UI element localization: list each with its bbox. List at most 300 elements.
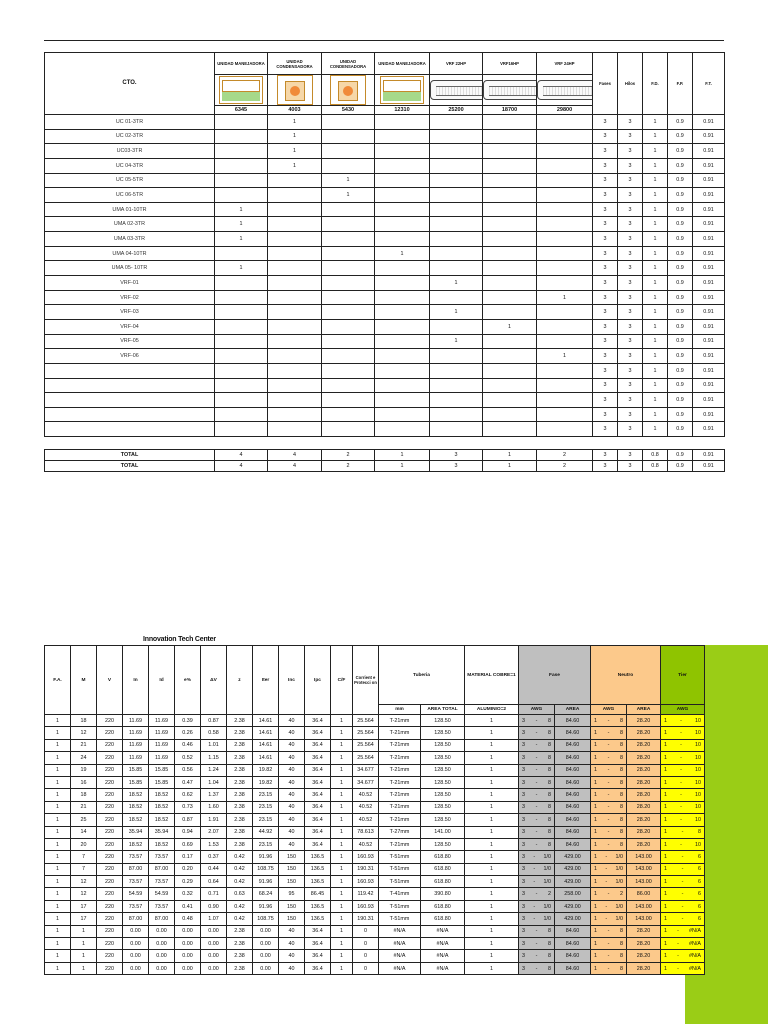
area-total-value: 128.50: [421, 727, 465, 739]
ft-value: 0.91: [693, 378, 725, 393]
ft-value: 0.91: [693, 407, 725, 422]
tier-awg: [661, 727, 705, 739]
fase-area: 84.60: [555, 727, 591, 739]
tier-awg-awg: 6: [697, 915, 701, 922]
protection-current-value: 40.52: [353, 814, 379, 826]
fase-awg-awg: 8: [547, 804, 551, 811]
epct-value: 0.17: [175, 851, 201, 863]
circuit-rows: [45, 115, 725, 437]
id-value: 11.69: [149, 715, 175, 727]
ipc-value: 136.5: [305, 900, 331, 912]
tuberia-mm-value: T-21mm: [379, 814, 421, 826]
dash-separator: -: [535, 891, 538, 898]
unit-count: [268, 290, 322, 305]
neutro-awg-awg: 1/0: [615, 903, 623, 910]
inc-value: 40: [279, 950, 305, 962]
dash-separator: -: [607, 829, 610, 836]
fase-awg-qty: 3: [522, 829, 525, 836]
circuit-row: [45, 202, 725, 217]
header-row: [45, 646, 705, 705]
material-value: 1: [465, 900, 519, 912]
fase-awg-qty: 3: [522, 779, 525, 786]
neutro-awg: [591, 715, 627, 727]
tier-awg: [661, 838, 705, 850]
circuit-row: [45, 129, 725, 144]
tier-awg: [661, 739, 705, 751]
z-value: 2.38: [227, 950, 253, 962]
unit-count: [375, 276, 430, 291]
z-value: 0.42: [227, 876, 253, 888]
fase-area: 429.00: [555, 900, 591, 912]
tier-awg-qty: 1: [664, 940, 667, 947]
dash-separator: -: [607, 841, 610, 848]
unit-count: [537, 334, 593, 349]
unit-count: [268, 422, 322, 437]
fase-awg-awg: 8: [547, 767, 551, 774]
z-header: z: [227, 646, 253, 715]
area-total-value: 128.50: [421, 776, 465, 788]
in-value: 11.69: [123, 727, 149, 739]
circuit-row: [45, 188, 725, 203]
dash-separator: -: [681, 891, 684, 898]
inc-value: 95: [279, 888, 305, 900]
fd-value: 1: [643, 422, 668, 437]
fp-value: 0.9: [668, 188, 693, 203]
area-total-value: 141.00: [421, 826, 465, 838]
unit-count: [537, 232, 593, 247]
dash-separator: -: [605, 866, 608, 873]
unit-count: 1: [430, 276, 483, 291]
dv-value: 0.58: [201, 727, 227, 739]
circuit-name: UMA 04-10TR: [45, 246, 215, 261]
tier-awg-awg: 10: [694, 792, 701, 799]
unit-count: [215, 290, 268, 305]
unit-count: [268, 246, 322, 261]
hilos-header: Hilos: [618, 53, 643, 115]
fd-value: 1: [643, 217, 668, 232]
dv-value: 0.90: [201, 900, 227, 912]
ipc-value: 136.5: [305, 913, 331, 925]
unit-count: [215, 319, 268, 334]
iter-value: 19.82: [253, 776, 279, 788]
z-value: 0.63: [227, 888, 253, 900]
fd-value: 1: [643, 261, 668, 276]
in-value: 73.57: [123, 876, 149, 888]
tier-awg-qty: 1: [664, 878, 667, 885]
v-value: 220: [97, 715, 123, 727]
dash-separator: -: [533, 853, 536, 860]
fp-value: 0.9: [668, 158, 693, 173]
ipc-value: 36.4: [305, 727, 331, 739]
unit-count: [430, 349, 483, 364]
protection-current-header: Corrient e Protecci on: [353, 646, 379, 715]
neutro-awg-awg: 1/0: [615, 866, 623, 873]
unit-count: [375, 363, 430, 378]
neutro-area: 143.00: [627, 913, 661, 925]
dash-separator: -: [607, 953, 610, 960]
circuit-name: VRF-03: [45, 305, 215, 320]
fase-awg-awg: 1/0: [543, 866, 551, 873]
material-value: 1: [465, 789, 519, 801]
tuberia-mm-value: #N/A: [379, 950, 421, 962]
neutro-awg: [591, 950, 627, 962]
unit-count: [268, 349, 322, 364]
dash-separator: -: [680, 730, 682, 737]
fp-value: 0.9: [668, 393, 693, 408]
protection-current-value: 40.52: [353, 801, 379, 813]
neutro-awg-awg: 8: [619, 829, 623, 836]
fase-awg: [519, 938, 555, 950]
neutro-awg-qty: 1: [594, 829, 597, 836]
neutro-awg: [591, 876, 627, 888]
hilos-value: 3: [618, 378, 643, 393]
neutro-area: 28.20: [627, 925, 661, 937]
dash-separator: -: [533, 915, 536, 922]
unit-count: [322, 407, 375, 422]
unit-count: [430, 173, 483, 188]
fase-awg: [519, 801, 555, 813]
total-label: TOTAL: [45, 461, 215, 472]
ipc-value: 36.4: [305, 826, 331, 838]
inc-value: 150: [279, 913, 305, 925]
fa-value: 1: [45, 739, 71, 751]
dash-separator: -: [533, 903, 536, 910]
cf-value: 1: [331, 801, 353, 813]
tier-awg-qty: 1: [664, 866, 667, 873]
tier-awg: [661, 962, 705, 974]
unit-count: 1: [375, 246, 430, 261]
tier-awg-qty: 1: [664, 928, 667, 935]
neutro-area: 28.20: [627, 950, 661, 962]
material-value: 1: [465, 727, 519, 739]
fase-awg-awg: 8: [547, 792, 551, 799]
area-total-value: 128.50: [421, 764, 465, 776]
sizing-row: [45, 876, 705, 888]
circuit-name: VRF-04: [45, 319, 215, 334]
neutro-awg-qty: 1: [594, 730, 597, 737]
fases-value: 3: [593, 217, 618, 232]
circuit-row: [45, 407, 725, 422]
in-value: 11.69: [123, 739, 149, 751]
ipc-value: 36.4: [305, 764, 331, 776]
fd-value: 1: [643, 334, 668, 349]
v-value: 220: [97, 938, 123, 950]
protection-current-value: 40.52: [353, 789, 379, 801]
unit-count: [215, 246, 268, 261]
material-header: MATERIAL COBRE=1: [465, 646, 519, 705]
fase-awg-awg: 8: [547, 829, 551, 836]
fase-awg-header: AWG: [519, 705, 555, 715]
area-total-value: 128.50: [421, 801, 465, 813]
neutro-awg: [591, 776, 627, 788]
unit-count: 1: [215, 232, 268, 247]
fd-value: 0.8: [643, 461, 668, 472]
unit-count: [483, 276, 537, 291]
fp-value: 0.9: [668, 246, 693, 261]
unit-count: [375, 378, 430, 393]
unit-count: [268, 202, 322, 217]
tuberia-mm-value: T-21mm: [379, 789, 421, 801]
inc-value: 40: [279, 715, 305, 727]
dv-value: 1.07: [201, 913, 227, 925]
dash-separator: -: [680, 816, 682, 823]
unit-count: [322, 363, 375, 378]
protection-current-value: 34.677: [353, 764, 379, 776]
v-value: 220: [97, 776, 123, 788]
unit-header: UNIDAD MANEJADORA: [375, 53, 430, 75]
unit-count: 1: [215, 217, 268, 232]
m-value: 19: [71, 764, 97, 776]
tier-awg: [661, 776, 705, 788]
fases-value: 3: [593, 422, 618, 437]
fp-value: 0.9: [668, 319, 693, 334]
fase-awg-qty: 3: [522, 965, 525, 972]
dash-separator: -: [681, 915, 684, 922]
unit-count: [375, 188, 430, 203]
protection-current-value: 40.52: [353, 838, 379, 850]
in-value: 18.52: [123, 789, 149, 801]
dash-separator: -: [680, 754, 682, 761]
unit-count: [322, 246, 375, 261]
unit-count: [483, 261, 537, 276]
unit-count: [430, 422, 483, 437]
unit-count: [322, 319, 375, 334]
neutro-awg-qty: 1: [594, 903, 597, 910]
unit-count: [322, 144, 375, 159]
unit-total: 3: [430, 450, 483, 461]
tuberia-mm-value: T-21mm: [379, 776, 421, 788]
total-label: TOTAL: [45, 450, 215, 461]
tier-awg-awg: 10: [694, 779, 701, 786]
tier-awg-qty: 1: [664, 816, 667, 823]
sizing-row: [45, 789, 705, 801]
neutro-awg-awg: 1/0: [615, 853, 623, 860]
material-value: 1: [465, 925, 519, 937]
fase-awg-qty: 3: [522, 915, 525, 922]
z-value: 2.38: [227, 715, 253, 727]
fase-awg: [519, 876, 555, 888]
protection-current-value: 0: [353, 938, 379, 950]
in-value: 87.00: [123, 913, 149, 925]
iter-value: 14.61: [253, 752, 279, 764]
unit-count: [322, 129, 375, 144]
dash-separator: -: [607, 792, 610, 799]
tuberia-mm-value: T-21mm: [379, 838, 421, 850]
m-value: 7: [71, 851, 97, 863]
circuit-name: VRF-01: [45, 276, 215, 291]
m-value: 1: [71, 962, 97, 974]
iter-value: 23.15: [253, 789, 279, 801]
inc-value: 150: [279, 851, 305, 863]
fase-area: 84.60: [555, 938, 591, 950]
dv-value: 1.01: [201, 739, 227, 751]
iter-value: 0.00: [253, 962, 279, 974]
dv-value: 0.64: [201, 876, 227, 888]
iter-value: 0.00: [253, 950, 279, 962]
iter-value: 108.75: [253, 913, 279, 925]
neutro-awg-qty: 1: [594, 853, 597, 860]
unit-count: [430, 378, 483, 393]
fp-value: 0.9: [668, 407, 693, 422]
unit-header: VRF16HP: [483, 53, 537, 75]
fase-awg: [519, 764, 555, 776]
tier-awg-awg: 10: [694, 717, 701, 724]
hilos-value: 3: [618, 261, 643, 276]
project-title: Innovation Tech Center: [143, 636, 216, 643]
inc-value: 40: [279, 739, 305, 751]
sizing-rows: [45, 715, 705, 975]
fase-awg-awg: 8: [547, 841, 551, 848]
fa-value: 1: [45, 789, 71, 801]
material-value: 1: [465, 913, 519, 925]
fp-value: 0.9: [668, 290, 693, 305]
tier-awg: [661, 801, 705, 813]
in-value: 18.52: [123, 801, 149, 813]
z-value: 2.38: [227, 814, 253, 826]
neutro-awg-awg: 8: [619, 792, 623, 799]
neutro-awg: [591, 838, 627, 850]
unit-count: [215, 129, 268, 144]
m-value: 12: [71, 888, 97, 900]
m-value: 25: [71, 814, 97, 826]
ft-value: 0.91: [693, 422, 725, 437]
fases-value: 3: [593, 188, 618, 203]
dash-separator: -: [533, 866, 536, 873]
unit-header: UNIDAD CONDENSADORA: [268, 53, 322, 75]
unit-count: [483, 129, 537, 144]
sizing-row: [45, 938, 705, 950]
unit-count: [322, 232, 375, 247]
v-value: 220: [97, 888, 123, 900]
fases-value: 3: [593, 276, 618, 291]
unit-count: [215, 334, 268, 349]
fase-awg: [519, 950, 555, 962]
epct-value: 0.48: [175, 913, 201, 925]
hilos-value: 3: [618, 246, 643, 261]
id-value: 0.00: [149, 938, 175, 950]
circuit-row: [45, 363, 725, 378]
neutro-awg-qty: 1: [594, 891, 597, 898]
circuit-name: UC 02-3TR: [45, 129, 215, 144]
unit-count: [322, 334, 375, 349]
v-value: 220: [97, 739, 123, 751]
ipc-value: 36.4: [305, 715, 331, 727]
iter-value: 14.61: [253, 727, 279, 739]
fase-area: 84.60: [555, 962, 591, 974]
circuit-name: [45, 393, 215, 408]
unit-count: [483, 144, 537, 159]
ipc-value: 36.4: [305, 962, 331, 974]
hilos-value: 3: [618, 115, 643, 130]
tier-awg: [661, 913, 705, 925]
unit-count: [375, 305, 430, 320]
fase-awg-qty: 3: [522, 767, 525, 774]
inc-value: 150: [279, 863, 305, 875]
neutro-awg-awg: 8: [619, 841, 623, 848]
sizing-row: [45, 950, 705, 962]
tuberia-mm-value: T-21mm: [379, 764, 421, 776]
fase-awg: [519, 913, 555, 925]
circuit-row: [45, 422, 725, 437]
fase-area: 84.60: [555, 950, 591, 962]
unit-count: [322, 261, 375, 276]
dash-separator: -: [681, 903, 684, 910]
unit-count: [322, 290, 375, 305]
unit-count: [430, 246, 483, 261]
fp-value: 0.9: [668, 217, 693, 232]
unit-count: [322, 349, 375, 364]
v-value: 220: [97, 789, 123, 801]
tuberia-mm-value: #N/A: [379, 962, 421, 974]
unit-total: 1: [483, 450, 537, 461]
unit-count: [375, 261, 430, 276]
hilos-value: 3: [618, 276, 643, 291]
fase-area: 429.00: [555, 913, 591, 925]
iter-value: 91.96: [253, 876, 279, 888]
tier-awg-awg: #N/A: [689, 928, 701, 935]
m-value: 16: [71, 776, 97, 788]
tier-awg-awg: 10: [694, 742, 701, 749]
circuit-row: [45, 144, 725, 159]
fase-awg: [519, 739, 555, 751]
v-value: 220: [97, 900, 123, 912]
unit-count: [430, 129, 483, 144]
epct-value: 0.69: [175, 838, 201, 850]
dash-separator: -: [607, 767, 610, 774]
dash-separator: -: [677, 928, 679, 935]
in-value: 18.52: [123, 838, 149, 850]
ipc-value: 136.5: [305, 863, 331, 875]
iter-value: 14.61: [253, 739, 279, 751]
fp-value: 0.9: [668, 450, 693, 461]
id-value: 54.59: [149, 888, 175, 900]
fases-value: 3: [593, 261, 618, 276]
fase-awg: [519, 962, 555, 974]
fase-awg-qty: 3: [522, 940, 525, 947]
sizing-row: [45, 764, 705, 776]
unit-count: [322, 305, 375, 320]
cf-value: 1: [331, 776, 353, 788]
in-value: 54.59: [123, 888, 149, 900]
fd-value: 1: [643, 290, 668, 305]
unit-total: 2: [537, 461, 593, 472]
dash-separator: -: [535, 767, 538, 774]
circuit-name: UMA 03-3TR: [45, 232, 215, 247]
v-value: 220: [97, 752, 123, 764]
fase-awg-qty: 3: [522, 928, 525, 935]
area-total-value: #N/A: [421, 950, 465, 962]
fase-area: 84.60: [555, 838, 591, 850]
circuit-row: [45, 232, 725, 247]
unit-capacity: 6345: [215, 106, 268, 115]
m-value: 17: [71, 913, 97, 925]
v-value: 220: [97, 838, 123, 850]
fp-value: 0.9: [668, 129, 693, 144]
ft-value: 0.91: [693, 305, 725, 320]
sizing-row: [45, 739, 705, 751]
ft-value: 0.91: [693, 349, 725, 364]
circuit-name: [45, 407, 215, 422]
sizing-row: [45, 826, 705, 838]
id-value: 11.69: [149, 739, 175, 751]
fase-header: Fase: [519, 646, 591, 705]
m-value: 21: [71, 801, 97, 813]
tier-awg-qty: 1: [664, 804, 667, 811]
dv-value: 1.04: [201, 776, 227, 788]
dash-separator: -: [607, 940, 610, 947]
dash-separator: -: [535, 804, 538, 811]
unit-count: [268, 276, 322, 291]
